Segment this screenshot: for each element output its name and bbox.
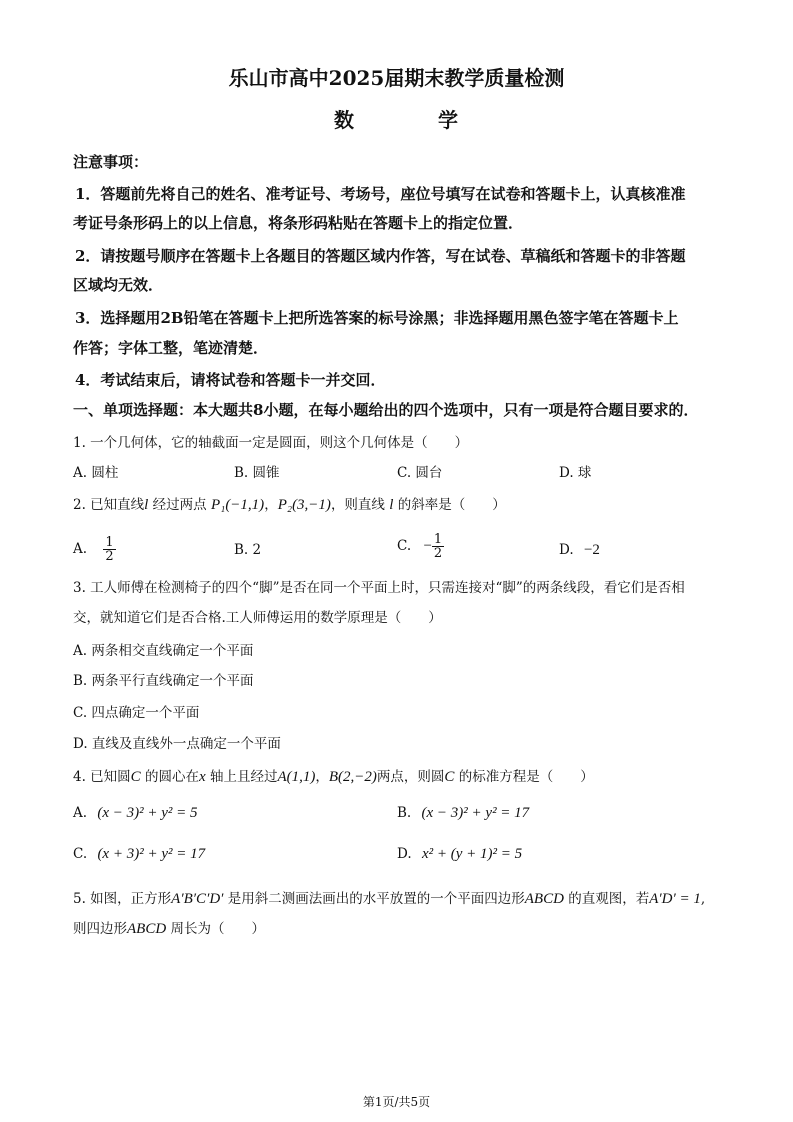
q2-stem: 2. 已知直线l 经过两点 P₁(−1,1)，P₂(3,−1)，则直线 l 的斜率是（ ）	[73, 497, 506, 513]
q3-stem-line-2: 交，就知道它们是否合格.工人师傅运用的数学原理是（ ）	[73, 610, 442, 626]
q4-stem: 4. 已知圆C 的圆心在x 轴上且经过A(1,1)，B(2,−2)两点，则圆C 的标准方程是（ ）	[73, 769, 594, 785]
q1-option-d: D. 球	[559, 465, 592, 481]
subject-char-2: 学	[438, 108, 458, 132]
q3-stem-line-1: 3. 工人师傅在检测椅子的四个“脚”是否在同一个平面上时，只需连接对“脚”的两条线段，看它们是否相	[73, 580, 685, 596]
q4-option-a: A. (x − 3)² + y² = 5	[73, 805, 198, 821]
q3-option-a: A. 两条相交直线确定一个平面	[73, 643, 254, 659]
notice-item-1-line-1: 1．答题前先将自己的姓名、准考证号、考场号，座位号填写在试卷和答题卡上，认真核准准	[75, 185, 686, 203]
q3-option-c: C. 四点确定一个平面	[73, 705, 200, 721]
notice-item-2-line-1: 2．请按题号顺序在答题卡上各题目的答题区域内作答，写在试卷、草稿纸和答题卡的非答题	[75, 247, 686, 265]
q4-option-b: B. (x − 3)² + y² = 17	[397, 805, 530, 821]
q2-option-d: D. −2	[559, 542, 600, 558]
q2-option-a: A. $\frac{1}{2}$	[73, 535, 114, 564]
q3-option-d: D. 直线及直线外一点确定一个平面	[73, 736, 281, 752]
q5-stem-line-1: 5. 如图，正方形A′B′C′D′ 是用斜二测画法画出的水平放置的一个平面四边形ABCD 的直观图，若A′D′ = 1,	[73, 891, 706, 907]
q2-option-c-fraction: $\frac{1}{2}$	[433, 532, 443, 561]
notice-item-2-line-2: 区域均无效．	[73, 276, 164, 294]
q2-option-c: C. − $\frac{1}{2}$	[397, 532, 443, 561]
page-footer: 第1页/共5页	[362, 1095, 431, 1109]
q1-option-c: C. 圆台	[397, 465, 443, 481]
notice-item-3-line-1: 3．选择题用2B铅笔在答题卡上把所选答案的标号涂黑；非选择题用黑色签字笔在答题卡上	[75, 309, 679, 327]
q3-option-b: B. 两条平行直线确定一个平面	[73, 673, 254, 689]
q5-stem-line-2: 则四边形ABCD 周长为（ ）	[73, 921, 265, 937]
section-heading: 一、单项选择题：本大题共8小题，在每小题给出的四个选项中，只有一项是符合题目要求的．	[73, 401, 699, 419]
subject-char-1: 数	[334, 108, 354, 132]
q2-option-a-fraction: $\frac{1}{2}$	[105, 535, 114, 564]
notice-item-1-line-2: 考证号条形码上的以上信息，将条形码粘贴在答题卡上的指定位置．	[73, 214, 524, 232]
notice-item-4: 4．考试结束后，请将试卷和答题卡一并交回．	[75, 371, 386, 389]
q2-option-b: B. 2	[234, 542, 262, 558]
q1-option-b: B. 圆锥	[234, 465, 280, 481]
q4-option-c: C. (x + 3)² + y² = 17	[73, 846, 206, 862]
q4-option-d: D. x² + (y + 1)² = 5	[397, 846, 523, 862]
notice-heading: 注意事项：	[73, 153, 149, 171]
notice-item-3-line-2: 作答；字体工整，笔迹清楚．	[73, 339, 269, 357]
exam-title: 乐山市高中2025届期末教学质量检测	[228, 66, 565, 90]
q1-option-a: A. 圆柱	[73, 465, 119, 481]
q1-stem: 1. 一个几何体，它的轴截面一定是圆面，则这个几何体是（ ）	[73, 435, 469, 451]
